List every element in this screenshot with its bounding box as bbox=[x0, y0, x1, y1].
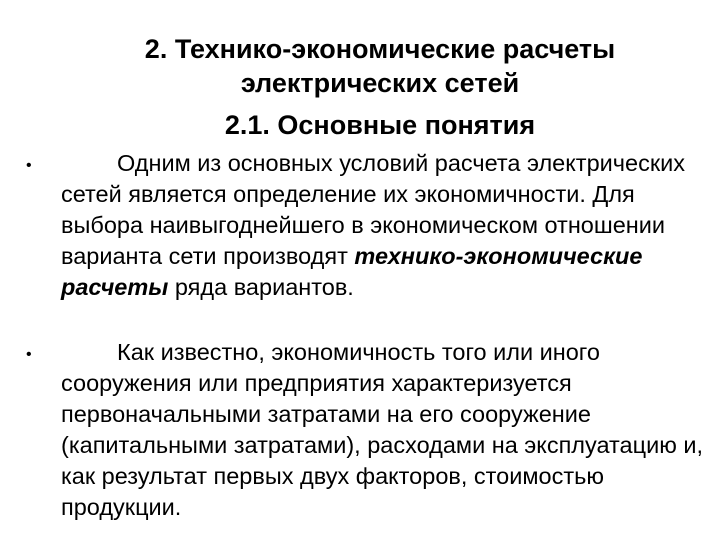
paragraph-1-text-after: ряда вариантов. bbox=[168, 274, 354, 300]
paragraph-1-text-before: Одним из основных условий расчета электрических сетей является определение их экономичности. Для выбора наивыгоднейшего в экономическом отношении варианта сети производят bbox=[61, 150, 685, 269]
bullet-marker: • bbox=[26, 346, 32, 363]
section-subtitle: 2.1. Основные понятия bbox=[224, 110, 536, 140]
title-line-2: электрических сетей bbox=[240, 68, 520, 98]
title-line-1: 2. Технико-экономические расчеты bbox=[144, 34, 616, 64]
paragraph-1-emphasis: технико-экономические расчеты bbox=[61, 243, 643, 300]
paragraph-2: Как известно, экономичность того или иного сооружения или предприятия характеризуется первоначальными затратами на его сооружение (капитальными затратами), расходами на эксплуатацию и, как результат первых двух факторов, стоимостью продукции. bbox=[61, 339, 704, 520]
bullet-marker: • bbox=[26, 157, 32, 174]
slide-title bbox=[60, 32, 700, 100]
paragraph-1 bbox=[61, 148, 711, 303]
